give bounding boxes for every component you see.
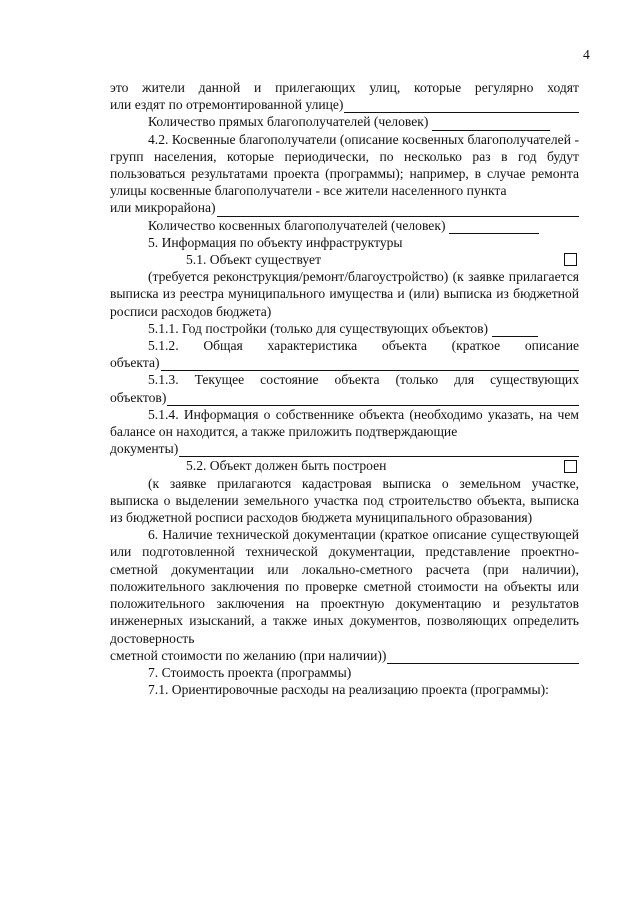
- section-7-heading: 7. Стоимость проекта (программы): [148, 664, 352, 680]
- object-characteristics-end-line: объекта): [110, 354, 579, 371]
- fill-blank[interactable]: [492, 324, 538, 337]
- section-6-end-line: сметной стоимости по желанию (при наличии)): [110, 647, 579, 664]
- section-7-1-paragraph: 7.1. Ориентировочные расходы на реализацию проекта (программы):: [148, 682, 549, 698]
- object-to-build-checkbox[interactable]: [564, 460, 577, 473]
- page-number: 4: [583, 47, 590, 62]
- direct-beneficiaries-end-line: или ездят по отремонтированной улице): [110, 96, 579, 113]
- object-exists-note: (требуется реконструкция/ремонт/благоустройство) (к заявке прилагается выписка из реестра муниципального имущества и (или) выписка из бюджетной росписи расходов бюджета): [110, 269, 579, 319]
- fill-blank[interactable]: [432, 118, 550, 131]
- fill-blank[interactable]: [217, 204, 579, 217]
- object-exists-checkbox[interactable]: [564, 253, 577, 266]
- object-condition-line: 5.1.3. Текущее состояние объекта (только для существующих: [148, 372, 579, 388]
- section-5-heading: 5. Информация по объекту инфраструктуры: [148, 234, 403, 250]
- fill-blank[interactable]: [179, 444, 579, 457]
- paragraph-direct-beneficiaries-cont: это жители данной и прилегающих улиц, которые регулярно ходят: [110, 80, 579, 95]
- document-body: [110, 79, 579, 698]
- object-to-build-row: 5.2. Объект должен быть построен: [110, 457, 579, 474]
- object-owner-paragraph: 5.1.4. Информация о собственнике объекта (необходимо указать, на чем балансе он находится, а также приложить подтверждающие: [110, 406, 579, 440]
- object-owner-end-line: документы): [110, 440, 579, 457]
- object-characteristics-line: 5.1.2. Общая характеристика объекта (краткое описание: [148, 338, 579, 354]
- fill-blank[interactable]: [344, 100, 579, 113]
- construction-year-line: 5.1.1. Год постройки (только для существующих объектов): [110, 320, 579, 337]
- object-condition-end-line: объектов): [110, 389, 579, 406]
- fill-blank[interactable]: [161, 358, 579, 371]
- section-6-paragraph: 6. Наличие технической документации (краткое описание существующей или подготовленной технической документации, представление проектно-сметной документации или локально-сметного расчета (при наличии), положительного заключения по проверке сметной стоимости на объекты или положительного заключения на проектную документацию и результатов инженерных изысканий, а также иных документов, позволяющих определить достоверность: [110, 527, 579, 646]
- direct-beneficiaries-count-line: Количество прямых благополучателей (человек): [110, 113, 579, 130]
- indirect-beneficiaries-count-line: Количество косвенных благополучателей (человек): [110, 217, 579, 234]
- fill-blank[interactable]: [167, 393, 579, 406]
- paragraph-indirect-beneficiaries: 4.2. Косвенные благополучатели (описание косвенных благополучателей - групп населения, которые периодически, по несколько раз в год будут пользоваться результатами проекта (программы); например, в случае ремонта улицы косвенные благополучатели - все жители населенного пункта: [110, 131, 579, 199]
- object-exists-row: 5.1. Объект существует: [110, 251, 579, 268]
- object-to-build-note: (к заявке прилагаются кадастровая выписка о земельном участке, выписка о выделении земельного участка под строительство объекта, выписка из бюджетной росписи расходов бюджета муниципального образования): [110, 475, 579, 526]
- fill-blank[interactable]: [387, 651, 579, 664]
- indirect-beneficiaries-end-line: или микрорайона): [110, 199, 579, 216]
- fill-blank[interactable]: [449, 221, 539, 234]
